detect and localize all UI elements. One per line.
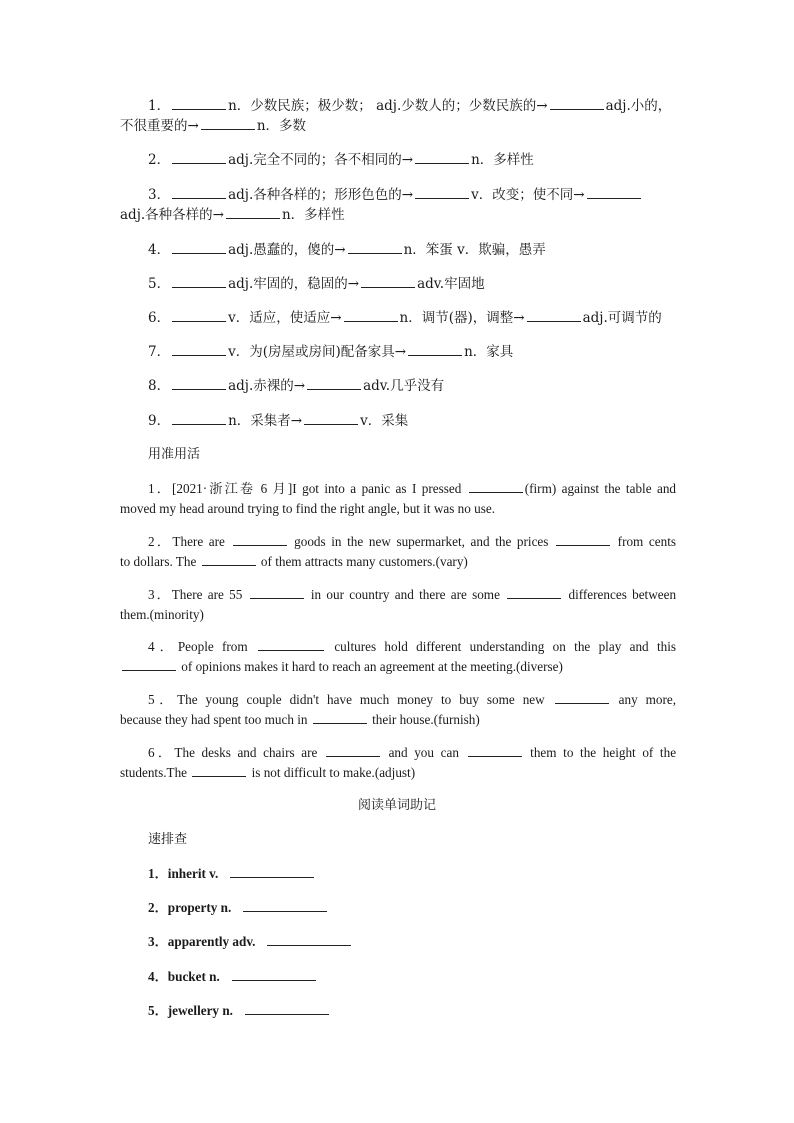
answer-blank[interactable] [232, 968, 316, 981]
usage-q6-line2: students.The is not difficult to make.(adjust) [120, 765, 416, 780]
vocab-item-6: 6． v．适应，使适应→ n．调节(器)，调整→ adj.可调节的 [148, 310, 662, 326]
usage-q4-line1: 4．People from cultures hold different understanding on the play and this [148, 639, 677, 654]
answer-blank[interactable] [250, 586, 304, 599]
answer-blank[interactable] [550, 97, 604, 110]
answer-blank[interactable] [230, 865, 314, 878]
vocab-item-3: 3． adj.各种各样的；形形色色的→ v．改变；使不同→ [148, 185, 676, 205]
answer-blank[interactable] [202, 553, 256, 566]
reading-section-title: 阅读单词助记 [357, 798, 436, 813]
answer-blank[interactable] [556, 533, 610, 546]
vocab-item-5: 5． adj.牢固的，稳固的→ adv.牢固地 [148, 276, 485, 292]
reading-word-2: 2．property n. [148, 898, 676, 918]
answer-blank[interactable] [267, 933, 351, 946]
answer-blank[interactable] [469, 480, 523, 493]
usage-q2-line1: 2．There are goods in the new supermarket, and the prices from cents [148, 534, 677, 549]
answer-blank[interactable] [192, 764, 246, 777]
answer-blank[interactable] [172, 377, 226, 390]
answer-blank[interactable] [172, 97, 226, 110]
reading-word-1: 1．inherit v. [148, 864, 676, 884]
vocab-item-3-cont: adj.各种各样的→ n．多样性 [120, 207, 345, 223]
answer-blank[interactable] [326, 744, 380, 757]
answer-blank[interactable] [361, 275, 415, 288]
usage-q1-line2: moved my head around trying to find the right angle, but it was no use. [120, 501, 496, 516]
vocab-item-1-cont: 不很重要的→ n．多数 [120, 118, 307, 134]
answer-blank[interactable] [348, 241, 402, 254]
usage-q1-line1: 1．[2021·浙江卷 6 月]I got into a panic as I pressed (firm) against the table and [148, 481, 677, 496]
answer-blank[interactable] [527, 309, 581, 322]
answer-blank[interactable] [172, 412, 226, 425]
reading-word-5: 5．jewellery n. [148, 1001, 676, 1021]
answer-blank[interactable] [507, 586, 561, 599]
reading-word-3: 3．apparently adv. [148, 932, 676, 952]
answer-blank[interactable] [122, 658, 176, 671]
vocab-item-7: 7． v．为(房屋或房间)配备家具→ n．家具 [148, 344, 514, 360]
answer-blank[interactable] [201, 117, 255, 130]
answer-blank[interactable] [226, 206, 280, 219]
answer-blank[interactable] [344, 309, 398, 322]
answer-blank[interactable] [408, 343, 462, 356]
vocab-item-9: 9． n．采集者→ v．采集 [148, 413, 409, 429]
answer-blank[interactable] [415, 186, 469, 199]
answer-blank[interactable] [172, 241, 226, 254]
answer-blank[interactable] [172, 309, 226, 322]
usage-q6-line1: 6．The desks and chairs are and you can them to the height of the [148, 745, 677, 760]
usage-q2-line2: to dollars. The of them attracts many customers.(vary) [120, 554, 468, 569]
answer-blank[interactable] [587, 186, 641, 199]
answer-blank[interactable] [304, 412, 358, 425]
answer-blank[interactable] [172, 186, 226, 199]
usage-q3-line1: 3．There are 55 in our country and there are some differences between [148, 587, 677, 602]
answer-blank[interactable] [258, 638, 324, 651]
answer-blank[interactable] [243, 899, 327, 912]
reading-word-4: 4．bucket n. [148, 967, 676, 987]
usage-q5-line1: 5．The young couple didn't have much money to buy some new any more, [148, 692, 677, 707]
answer-blank[interactable] [468, 744, 522, 757]
answer-blank[interactable] [307, 377, 361, 390]
vocab-item-1: 1． n．少数民族；极少数； adj.少数人的；少数民族的→ adj.小的， [148, 98, 672, 114]
answer-blank[interactable] [313, 711, 367, 724]
usage-section-title: 用准用活 [148, 447, 201, 462]
answer-blank[interactable] [172, 151, 226, 164]
answer-blank[interactable] [415, 151, 469, 164]
answer-blank[interactable] [233, 533, 287, 546]
vocab-item-2: 2． adj.完全不同的；各不相同的→ n．多样性 [148, 152, 534, 168]
answer-blank[interactable] [555, 691, 609, 704]
answer-blank[interactable] [245, 1002, 329, 1015]
usage-q4-line2: of opinions makes it hard to reach an agreement at the meeting.(diverse) [120, 657, 676, 677]
usage-q3-line2: them.(minority) [120, 607, 204, 622]
vocab-item-4: 4． adj.愚蠢的，傻的→ n．笨蛋 v．欺骗，愚弄 [148, 242, 546, 258]
reading-section-subtitle: 速排查 [148, 832, 188, 847]
answer-blank[interactable] [172, 275, 226, 288]
vocab-item-8: 8． adj.赤裸的→ adv.几乎没有 [148, 378, 445, 394]
usage-q5-line2: because they had spent too much in their house.(furnish) [120, 712, 480, 727]
answer-blank[interactable] [172, 343, 226, 356]
